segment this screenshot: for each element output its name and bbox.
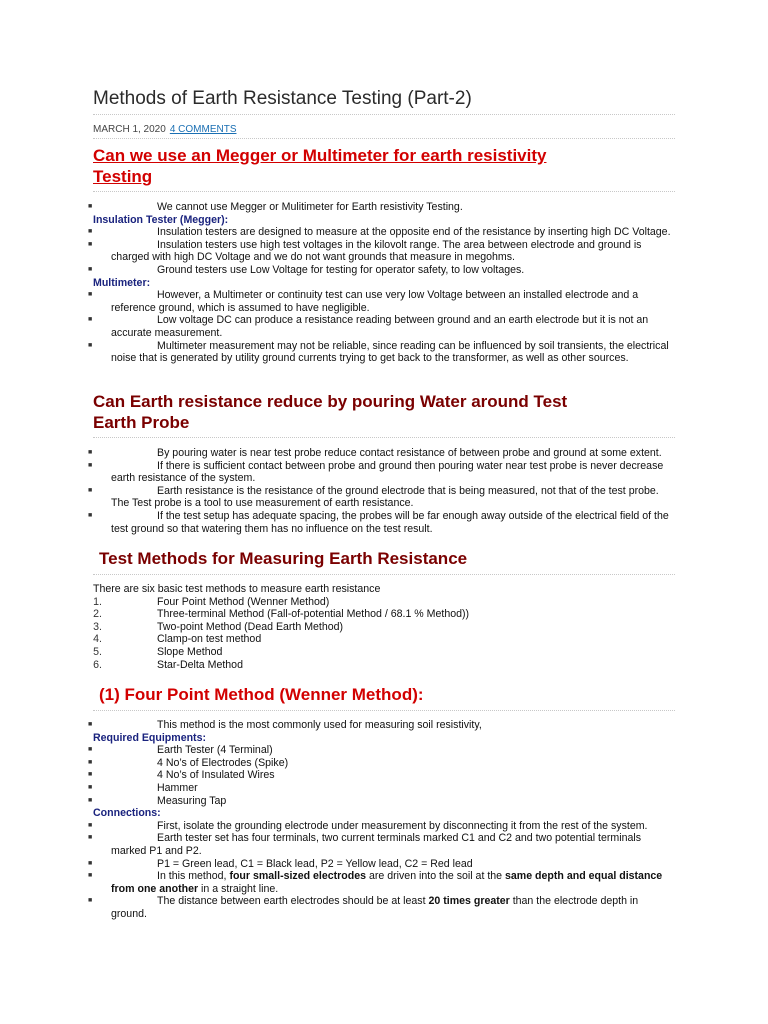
list-item: 4. Clamp-on test method (93, 633, 262, 646)
list-item: 3. Two-point Method (Dead Earth Method) (93, 620, 344, 633)
post-date: MARCH 1, 2020 (93, 124, 166, 135)
section-heading-four-point: (1) Four Point Method (Wenner Method): (99, 685, 424, 704)
subheading-required-equipments: Required Equipments: (93, 731, 207, 744)
list-item: ■ The distance between earth electrodes should be at least 20 times greater than the electrode depth in ground. (88, 895, 639, 920)
list-item: ■ This method is the most commonly used for measuring soil resistivity, (88, 719, 482, 731)
list-item: ■ Earth tester set has four terminals, two current terminals marked C1 and C2 and two potential terminals marked P1 and P2. (88, 832, 641, 857)
subheading-connections: Connections: (93, 807, 161, 820)
comments-link[interactable]: 4 COMMENTS (169, 124, 237, 135)
list-item: ■ In this method, four small-sized electrodes are driven into the soil at the same depth and equal distance from one another in a straight line. (88, 870, 663, 895)
list-item: ■ Measuring Tap (88, 794, 227, 807)
intro-text: There are six basic test methods to measure earth resistance (93, 583, 381, 595)
list-item: ■ However, a Multimeter or continuity test can use very low Voltage between an installed electrode and a reference ground, which is assumed to have negligible. (88, 289, 639, 314)
list-item: ■ Hammer (88, 781, 198, 794)
section-heading-water (93, 391, 567, 433)
list-item: ■ 4 No’s of Electrodes (Spike) (88, 756, 289, 769)
divider (93, 191, 675, 192)
list-item: 1. Four Point Method (Wenner Method) (93, 595, 330, 608)
list-item: 2. Three-terminal Method (Fall-of-potential Method / 68.1 % Method)) (93, 608, 470, 621)
list-item: 6. Star-Delta Method (93, 658, 243, 671)
section-body-water (88, 447, 677, 535)
list-item: ■ Ground testers use Low Voltage for testing for operator safety, to low voltages. (88, 263, 525, 276)
list-item: ■ By pouring water is near test probe reduce contact resistance of between probe and ground at some extent. (88, 447, 662, 459)
list-item: ■ Low voltage DC can produce a resistance reading between ground and an earth electrode but it is not an accurate measurement. (88, 314, 649, 339)
section-heading-megger (93, 145, 546, 187)
list-item: ■ If there is sufficient contact between probe and ground then pouring water near test probe is never decrease earth resistance of the system. (88, 459, 664, 485)
subheading-insulation-tester: Insulation Tester (Megger): (93, 213, 229, 226)
divider (93, 574, 675, 575)
heading-line: Can we use an Megger or Multimeter for earth resistivity (93, 146, 547, 165)
list-item: ■ First, isolate the grounding electrode under measurement by disconnecting it from the rest of the system. (88, 819, 648, 832)
divider (93, 138, 675, 139)
section-body-test-methods (93, 583, 677, 671)
list-item: ■ Earth resistance is the resistance of the ground electrode that is being measured, not that of the test probe. The Test probe is a tool to use measurement of earth resistance. (88, 484, 659, 510)
list-item: ■ We cannot use Megger or Mulitimeter for Earth resistivity Testing. (88, 201, 463, 213)
heading-line: Can Earth resistance reduce by pouring Water around Test (93, 392, 568, 411)
list-item: ■ Insulation testers use high test voltages in the kilovolt range. The area between electrode and ground is charged with high DC Voltage and we do not want grounds that measure in megohms. (88, 238, 642, 264)
list-item: ■ 4 No’s of Insulated Wires (88, 769, 275, 782)
heading-line: Testing (93, 167, 153, 186)
list-item: ■ If the test setup has adequate spacing, the probes will be far enough away outside of the electrical field of the test ground so that watering them has no influence on the test result. (88, 509, 669, 535)
list-item: ■ Insulation testers are designed to measure at the opposite end of the resistance by inserting high DC Voltage. (88, 226, 671, 239)
divider (93, 710, 675, 711)
heading-line: Earth Probe (93, 413, 190, 432)
divider (93, 437, 675, 438)
section-body-megger (88, 201, 677, 365)
subheading-multimeter: Multimeter: (93, 276, 151, 289)
divider (93, 114, 675, 115)
list-item: ■ P1 = Green lead, C1 = Black lead, P2 = Yellow lead, C2 = Red lead (88, 857, 473, 870)
section-body-four-point (88, 719, 677, 921)
post-title: Methods of Earth Resistance Testing (Part-2) (93, 88, 472, 109)
list-item: ■ Earth Tester (4 Terminal) (88, 744, 273, 757)
list-item: ■ Multimeter measurement may not be reliable, since reading can be influenced by soil transients, the electrical noise that is generated by utility ground currents trying to get back to the transformer, as well as other sources. (88, 339, 669, 365)
post-meta (93, 124, 236, 135)
section-heading-test-methods: Test Methods for Measuring Earth Resistance (99, 549, 468, 568)
list-item: 5. Slope Method (93, 645, 223, 658)
